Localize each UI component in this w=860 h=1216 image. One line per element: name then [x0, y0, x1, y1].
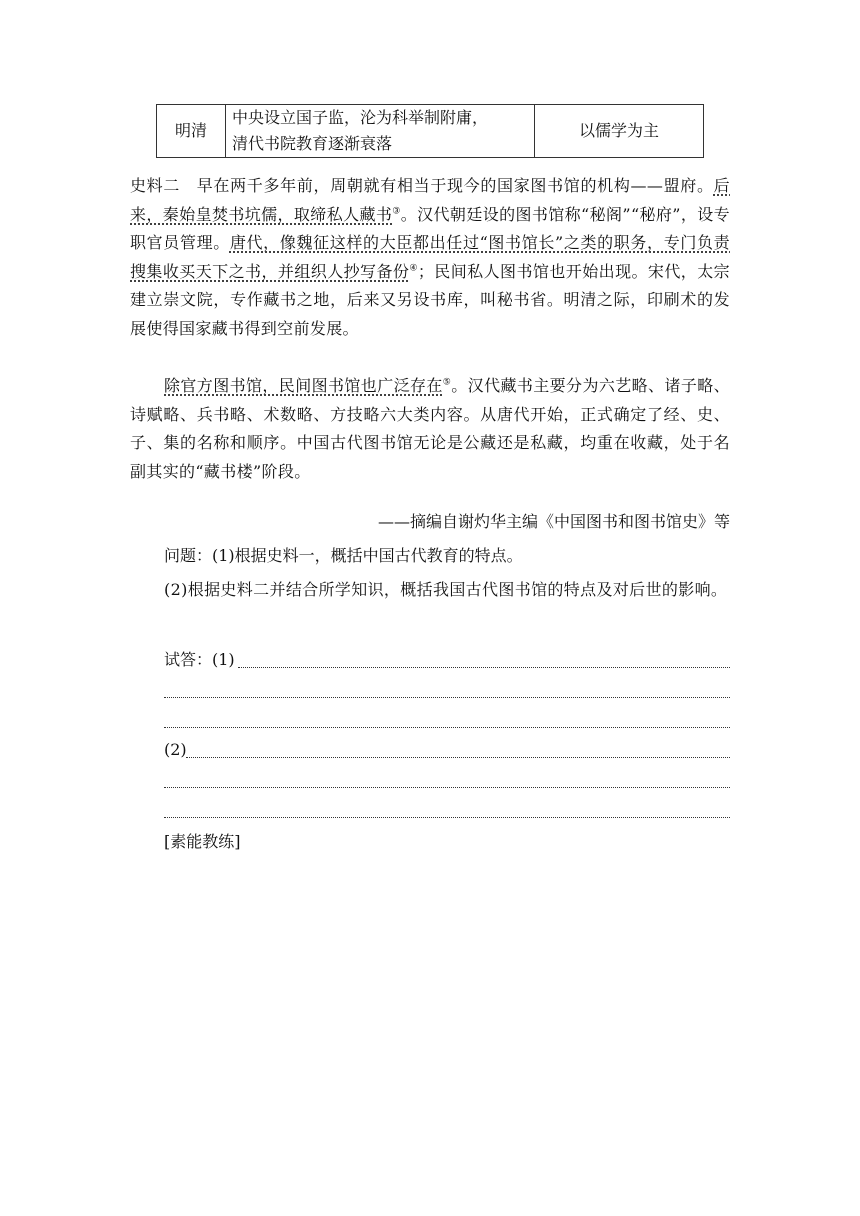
question-2: (2)根据史料二并结合所学知识，概括我国古代图书馆的特点及对后世的影响。: [164, 580, 728, 599]
footnote-mark: ⑤: [442, 377, 452, 388]
source-citation: ——摘编自谢灼华主编《中国图书和图书馆史》等: [377, 512, 730, 531]
description-cell: 中央设立国子监，沦为科举制附庸， 清代书院教育逐渐衰落: [226, 105, 535, 158]
section-label: [素能教练]: [164, 832, 241, 851]
answer-line[interactable]: [186, 757, 730, 758]
footnote-mark: ③: [392, 206, 401, 217]
question-1: 问题：(1)根据史料一，概括中国古代教育的特点。: [164, 546, 523, 565]
answer-line[interactable]: [164, 787, 730, 788]
answer-line[interactable]: [164, 697, 730, 698]
underlined-text: 后来，秦始皇焚书坑儒，取缔私人藏书: [130, 176, 730, 224]
content-cell: 以儒学为主: [535, 105, 704, 158]
material2-paragraph1: 史料二 早在两千多年前，周朝就有相当于现今的国家图书馆的机构——盟府。后来，秦始皇焚书坑儒，取缔私人藏书③。汉代朝廷设的图书馆称“秘阁”“秘府”，设专职官员管理。唐代，像魏征这样的大臣都出任过“图书馆长”之类的职务，专门负责搜集收买天下之书，并组织人抄写备份④；民间私人图书馆也开始出现。宋代，太宗建立崇文院，专作藏书之地，后来又另设书库，叫秘书省。明清之际，印刷术的发展使得国家藏书得到空前发展。: [130, 176, 731, 338]
era-cell: 明清: [157, 105, 226, 158]
answer-line[interactable]: [164, 817, 730, 818]
footnote-mark: ④: [409, 263, 418, 274]
answer-line[interactable]: [164, 727, 730, 728]
answer-line[interactable]: [238, 667, 730, 668]
answer-label-1: 试答：(1): [164, 650, 235, 669]
education-table: [156, 104, 704, 158]
answer-label-2: (2): [164, 740, 187, 759]
underlined-text: 唐代，像魏征这样的大臣都出任过“图书馆长”之类的职务，专门负责搜集收买天下之书，并组织人抄写备份: [130, 233, 730, 281]
material2-paragraph2: 除官方图书馆，民间图书馆也广泛存在⑤。汉代藏书主要分为六艺略、诸子略、诗赋略、兵书略、术数略、方技略六大类内容。从唐代开始，正式确定了经、史、子、集的名称和顺序。中国古代图书馆无论是公藏还是私藏，均重在收藏，处于名副其实的“藏书楼”阶段。: [130, 376, 731, 481]
underlined-text: 除官方图书馆，民间图书馆也广泛存在: [164, 376, 443, 395]
table-row: [157, 105, 704, 158]
